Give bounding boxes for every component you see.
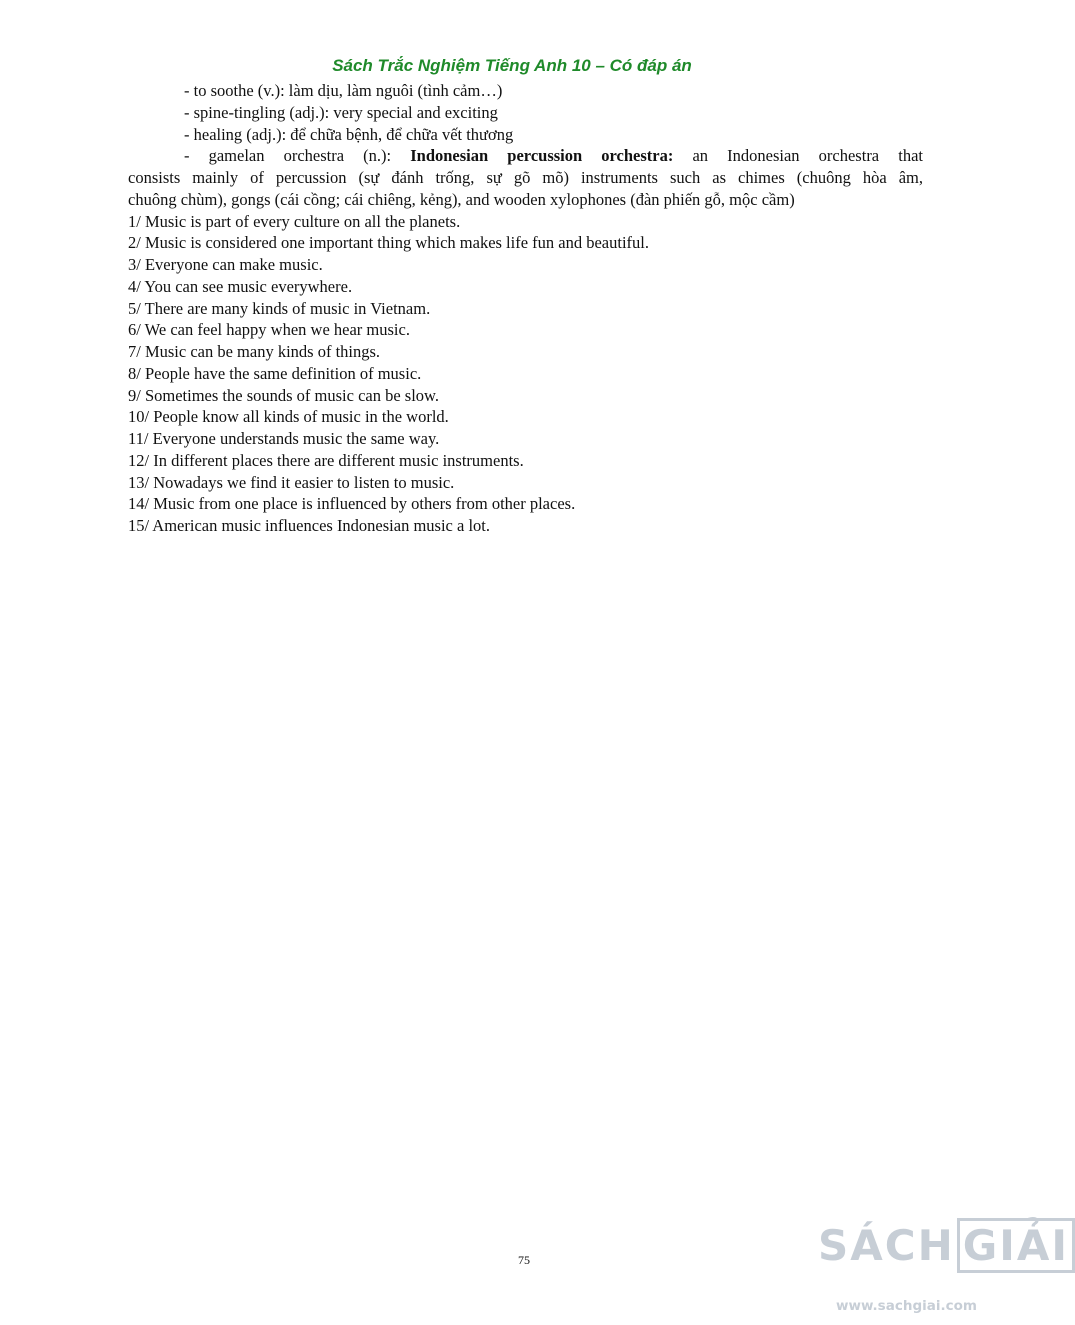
statement-item: 11/ Everyone understands music the same way. <box>128 429 440 448</box>
document-body <box>128 80 923 537</box>
statement-item: 13/ Nowadays we find it easier to listen to music. <box>128 472 455 492</box>
vocab-item: - spine-tingling (adj.): very special and exciting <box>184 102 498 122</box>
gamelan-line-3: chuông chùm), gongs (cái cồng; cái chiêng, kẻng), and wooden xylophones (đàn phiến gỗ, mộc cầm) <box>128 189 795 209</box>
statement-item: 14/ Music from one place is influenced by others from other places. <box>128 494 576 514</box>
statement-item: 10/ People know all kinds of music in the world. <box>128 407 449 427</box>
gamelan-definition <box>128 145 923 210</box>
statement-item: 12/ In different places there are different music instruments. <box>128 450 524 470</box>
statement-item: 1/ Music is part of every culture on all the planets. <box>128 211 461 231</box>
statement-item: 4/ You can see music everywhere. <box>128 276 353 296</box>
vocab-item: - healing (adj.): để chữa bệnh, để chữa vết thương <box>184 124 514 144</box>
statement-item: 9/ Sometimes the sounds of music can be slow. <box>128 385 440 405</box>
gamelan-term: - gamelan orchestra (n.): <box>184 146 411 166</box>
watermark-brand <box>818 1218 1075 1273</box>
statement-item: 8/ People have the same definition of music. <box>128 363 422 383</box>
statement-item: 3/ Everyone can make music. <box>128 255 323 274</box>
watermark-brand-part1: SÁCH <box>818 1221 955 1270</box>
page-number: 75 <box>518 1253 530 1267</box>
watermark-brand-part2: GIẢI <box>957 1218 1075 1273</box>
statement-item: 6/ We can feel happy when we hear music. <box>128 320 410 340</box>
gamelan-line-1 <box>128 145 923 167</box>
page-header-title: Sách Trắc Nghiệm Tiếng Anh 10 – Có đáp án <box>332 56 692 75</box>
gamelan-bold-definition: Indonesian percussion orchestra: <box>410 146 674 166</box>
statement-item: 5/ There are many kinds of music in Vietnam. <box>128 298 431 318</box>
statement-item: 15/ American music influences Indonesian music a lot. <box>128 516 490 535</box>
statement-list <box>128 211 923 537</box>
statement-item: 7/ Music can be many kinds of things. <box>128 342 381 361</box>
watermark-logo <box>818 1218 1069 1318</box>
statement-item: 2/ Music is considered one important thing which makes life fun and beautiful. <box>128 233 650 253</box>
watermark-url: www.sachgiai.com <box>836 1298 977 1314</box>
gamelan-line-2: consists mainly of percussion (sự đánh trống, sự gõ mõ) instruments such as chimes (chuông hòa âm, <box>128 168 923 187</box>
vocab-item: - to soothe (v.): làm dịu, làm nguôi (tình cảm…) <box>184 81 503 100</box>
gamelan-definition-rest: an Indonesian orchestra that <box>673 146 923 166</box>
